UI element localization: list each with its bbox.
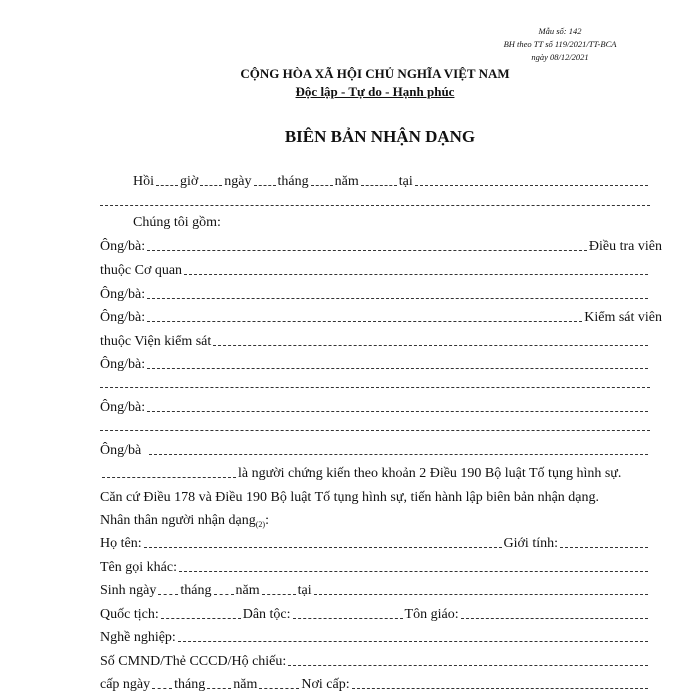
person-5-field[interactable] xyxy=(147,411,648,412)
procuracy-field[interactable] xyxy=(213,345,648,346)
occupation-row xyxy=(100,626,650,646)
birth-row xyxy=(100,579,650,599)
investigator-row xyxy=(100,235,662,255)
witness-note: là người chứng kiến theo khoản 2 Điều 190 Bộ luật Tố tụng hình sự. xyxy=(238,466,622,481)
national-motto: Độc lập - Tự do - Hạnh phúc xyxy=(295,84,455,99)
month-blank[interactable] xyxy=(254,185,276,186)
heading-colon: : xyxy=(265,513,269,528)
year-value-blank[interactable] xyxy=(361,185,397,186)
nationality-field[interactable] xyxy=(161,618,241,619)
prosecutor-name-field[interactable] xyxy=(147,321,582,322)
issue-day-field[interactable] xyxy=(152,688,172,689)
procuracy-row xyxy=(100,330,650,350)
occupation-field[interactable] xyxy=(178,641,648,642)
label-ong-ba-5: Ông/bà: xyxy=(100,400,146,415)
issue-place-field[interactable] xyxy=(352,688,648,689)
label-quoc-tich: Quốc tịch: xyxy=(100,607,159,622)
ethnicity-field[interactable] xyxy=(293,618,403,619)
label-sinh-ngay: Sinh ngày xyxy=(100,583,157,598)
label-thang: tháng xyxy=(277,174,309,189)
label-birth-thang: tháng xyxy=(180,583,212,598)
label-dieu-tra-vien: Điều tra viên xyxy=(588,239,662,254)
person-row-2 xyxy=(100,283,650,303)
footnote-marker: (2) xyxy=(255,520,266,529)
label-tai: tại xyxy=(398,174,413,189)
label-ong-ba-1: Ông/bà: xyxy=(100,239,146,254)
person-row-5 xyxy=(100,396,650,416)
place-field[interactable] xyxy=(415,185,648,186)
label-ten-goi-khac: Tên gọi khác: xyxy=(100,560,177,575)
national-title: CỘNG HÒA XÃ HỘI CHỦ NGHĨA VIỆT NAM xyxy=(240,66,510,81)
label-kiem-sat-vien: Kiểm sát viên xyxy=(584,310,662,325)
label-cap-ngay: cấp ngày xyxy=(100,677,151,692)
label-gioi-tinh: Giới tính: xyxy=(503,536,558,551)
birth-place-field[interactable] xyxy=(314,594,648,595)
label-ong-ba-2: Ông/bà: xyxy=(100,287,146,302)
witness-name-field[interactable] xyxy=(102,477,236,478)
birth-month-field[interactable] xyxy=(214,594,234,595)
person-6-field[interactable] xyxy=(149,454,648,455)
form-reference xyxy=(500,24,620,64)
issue-month-field[interactable] xyxy=(207,688,231,689)
agency-field[interactable] xyxy=(184,274,648,275)
day-blank[interactable] xyxy=(200,185,222,186)
id-number-row xyxy=(100,650,650,670)
place-continuation-line[interactable] xyxy=(100,205,650,206)
label-cap-nam: năm xyxy=(233,677,258,692)
label-dan-toc: Dân tộc: xyxy=(242,607,291,622)
religion-field[interactable] xyxy=(461,618,648,619)
witness-row xyxy=(100,462,650,482)
person-4-field[interactable] xyxy=(147,368,648,369)
label-cap-thang: tháng xyxy=(174,677,206,692)
identifier-heading-row xyxy=(100,509,650,529)
label-ong-ba-3: Ông/bà: xyxy=(100,310,146,325)
year-blank[interactable] xyxy=(311,185,333,186)
label-cmnd: Số CMND/Thẻ CCCD/Hộ chiếu: xyxy=(100,654,287,669)
label-hoi: Hồi xyxy=(133,174,154,189)
person-4-continuation-line[interactable] xyxy=(100,387,650,388)
time-place-line xyxy=(133,170,650,190)
label-nam: năm xyxy=(334,174,359,189)
full-name-field[interactable] xyxy=(144,547,502,548)
birth-day-field[interactable] xyxy=(158,594,178,595)
form-circular: BH theo TT số 119/2021/TT-BCA xyxy=(503,39,617,49)
label-birth-tai: tại xyxy=(297,583,312,598)
label-ong-ba-4: Ông/bà: xyxy=(100,357,146,372)
agency-row xyxy=(100,259,650,279)
gender-field[interactable] xyxy=(560,547,648,548)
identifier-heading: Nhân thân người nhận dạng xyxy=(100,513,256,528)
person-2-field[interactable] xyxy=(147,298,648,299)
label-gio: giờ xyxy=(180,174,199,189)
participants-intro xyxy=(133,211,650,231)
label-ong-ba-6: Ông/bà xyxy=(100,443,142,458)
label-nghe-nghiep: Nghề nghiệp: xyxy=(100,630,176,645)
nationality-row xyxy=(100,603,650,623)
legal-basis-text: Căn cứ Điều 178 và Điều 190 Bộ luật Tố tụng hình sự, tiến hành lập biên bản nhận dạng. xyxy=(100,490,599,505)
label-noi-cap: Nơi cấp: xyxy=(301,677,350,692)
basis-row xyxy=(100,486,650,506)
person-row-6 xyxy=(100,439,650,459)
issue-row xyxy=(100,673,650,693)
person-row-4 xyxy=(100,353,650,373)
form-number: Mẫu số: 142 xyxy=(538,26,582,36)
document-title: BIÊN BẢN NHẬN DẠNG xyxy=(284,127,476,146)
intro-text: Chúng tôi gồm: xyxy=(133,215,221,230)
full-name-row xyxy=(100,532,650,552)
label-ho-ten: Họ tên: xyxy=(100,536,142,551)
label-ton-giao: Tôn giáo: xyxy=(404,607,459,622)
label-birth-nam: năm xyxy=(235,583,260,598)
prosecutor-row xyxy=(100,306,662,326)
alias-row xyxy=(100,556,650,576)
form-date: ngày 08/12/2021 xyxy=(531,52,589,62)
birth-year-field[interactable] xyxy=(262,594,296,595)
label-thuoc-co-quan: thuộc Cơ quan xyxy=(100,263,183,278)
label-thuoc-vks: thuộc Viện kiểm sát xyxy=(100,334,212,349)
investigator-name-field[interactable] xyxy=(147,250,587,251)
alias-field[interactable] xyxy=(179,571,648,572)
issue-year-field[interactable] xyxy=(259,688,299,689)
hour-blank[interactable] xyxy=(156,185,178,186)
id-number-field[interactable] xyxy=(288,665,648,666)
label-ngay: ngày xyxy=(224,174,252,189)
person-5-continuation-line[interactable] xyxy=(100,430,650,431)
